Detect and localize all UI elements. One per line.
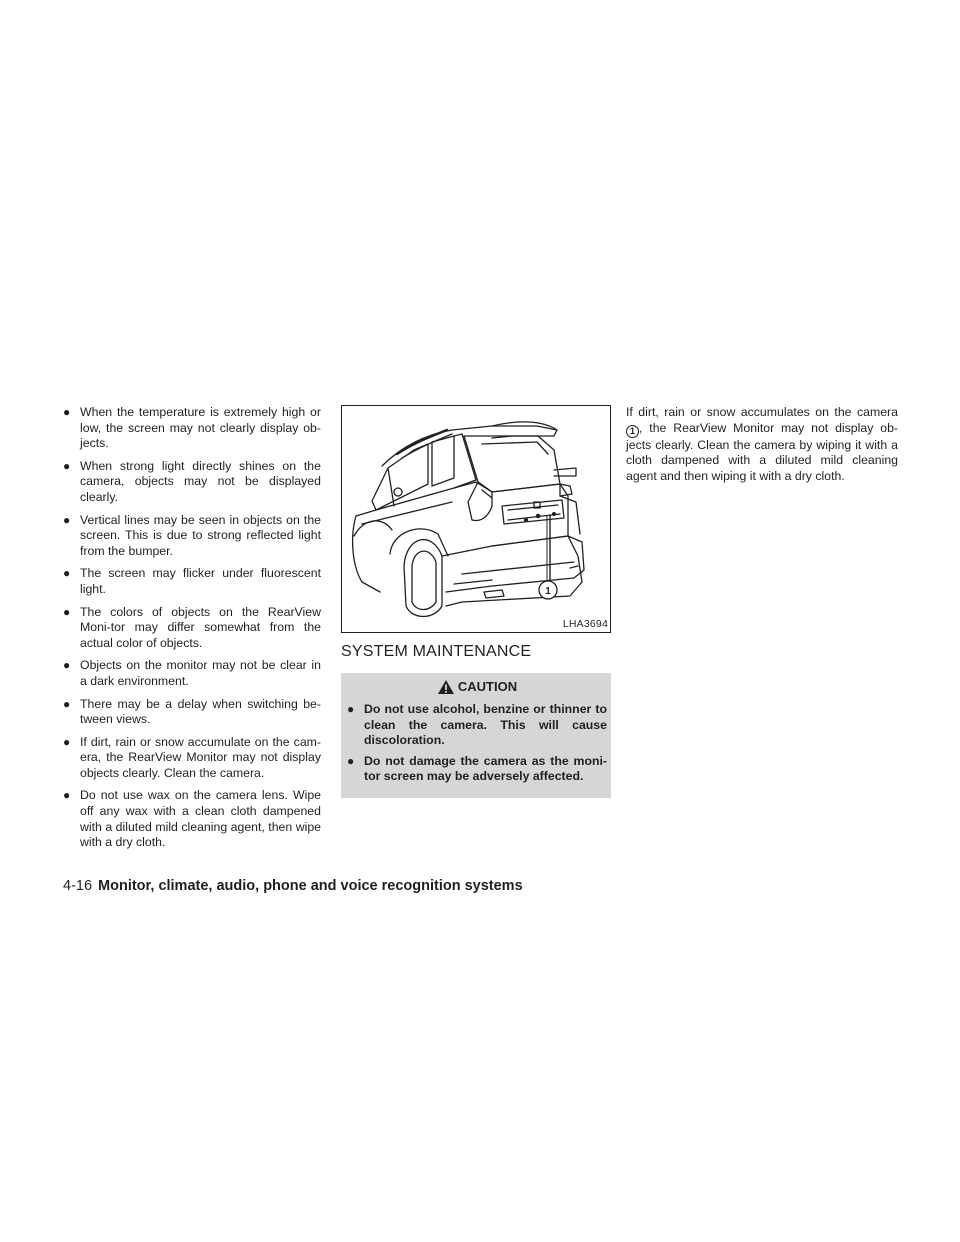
maintenance-paragraph: If dirt, rain or snow accumulates on the camera 1 , the RearView Monitor may not display ob-jects clearly. Clean the camera by wiping it with a cloth dampened with a diluted mild cleaning agent and then wiping it with a dry cloth. (626, 405, 898, 484)
list-item: ● The colors of objects on the RearView Moni-tor may differ somewhat from the actual color of objects. (63, 604, 321, 650)
list-item: ● Objects on the monitor may not be clear in a dark environment. (63, 658, 321, 688)
bullet-icon: ● (63, 658, 71, 673)
list-item: ● There may be a delay when switching be-tween views. (63, 696, 321, 727)
left-column (63, 405, 321, 858)
bullet-icon: ● (63, 696, 71, 711)
bullet-icon: ● (63, 566, 71, 581)
bullet-icon: ● (63, 458, 71, 473)
bullet-icon: ● (63, 788, 71, 803)
caution-label: CAUTION (457, 679, 518, 694)
list-item: ● Vertical lines may be seen in objects on the screen. This is due to strong reflected light from the bumper. (63, 512, 321, 558)
bullet-icon: ● (347, 702, 355, 716)
bullet-icon: ● (63, 604, 71, 619)
suv-rear-illustration (342, 406, 610, 632)
middle-column (341, 405, 611, 798)
callout-number: 1 (626, 425, 639, 438)
bullet-icon: ● (63, 512, 71, 527)
right-column (626, 405, 898, 485)
caution-heading (347, 678, 607, 696)
section-title: SYSTEM MAINTENANCE (341, 643, 532, 660)
notes-list (63, 405, 321, 851)
list-item: ● The screen may flicker under fluorescent light. (63, 566, 321, 596)
caution-list (347, 702, 607, 785)
list-item: ● When strong light directly shines on the camera, objects may not be displayed clearly. (63, 458, 321, 504)
vehicle-rear-camera-figure (341, 405, 611, 633)
bullet-icon: ● (63, 405, 71, 419)
chapter-title: Monitor, climate, audio, phone and voice recognition systems (98, 878, 523, 894)
list-item: ● Do not use wax on the camera lens. Wipe off any wax with a clean cloth dampened with a diluted mild cleaning agent, then wipe with a dry cloth. (63, 788, 321, 850)
bullet-icon: ● (63, 734, 71, 749)
list-item: ● Do not use alcohol, benzine or thinner to clean the camera. This will cause discoloration. (347, 702, 607, 748)
list-item: ● When the temperature is extremely high or low, the screen may not clearly display ob-jects. (63, 405, 321, 451)
warning-icon (437, 679, 455, 695)
list-item: ● If dirt, rain or snow accumulate on the cam-era, the RearView Monitor may not display objects clearly. Clean the camera. (63, 734, 321, 780)
page-footer (63, 877, 523, 895)
bullet-icon: ● (347, 753, 355, 768)
caution-box (341, 673, 611, 798)
figure-callout-label: 1 (545, 586, 551, 597)
list-item: ● Do not damage the camera as the moni-tor screen may be adversely affected. (347, 753, 607, 784)
figure-code: LHA3694 (562, 618, 608, 630)
page-number: 4-16 (63, 878, 93, 894)
